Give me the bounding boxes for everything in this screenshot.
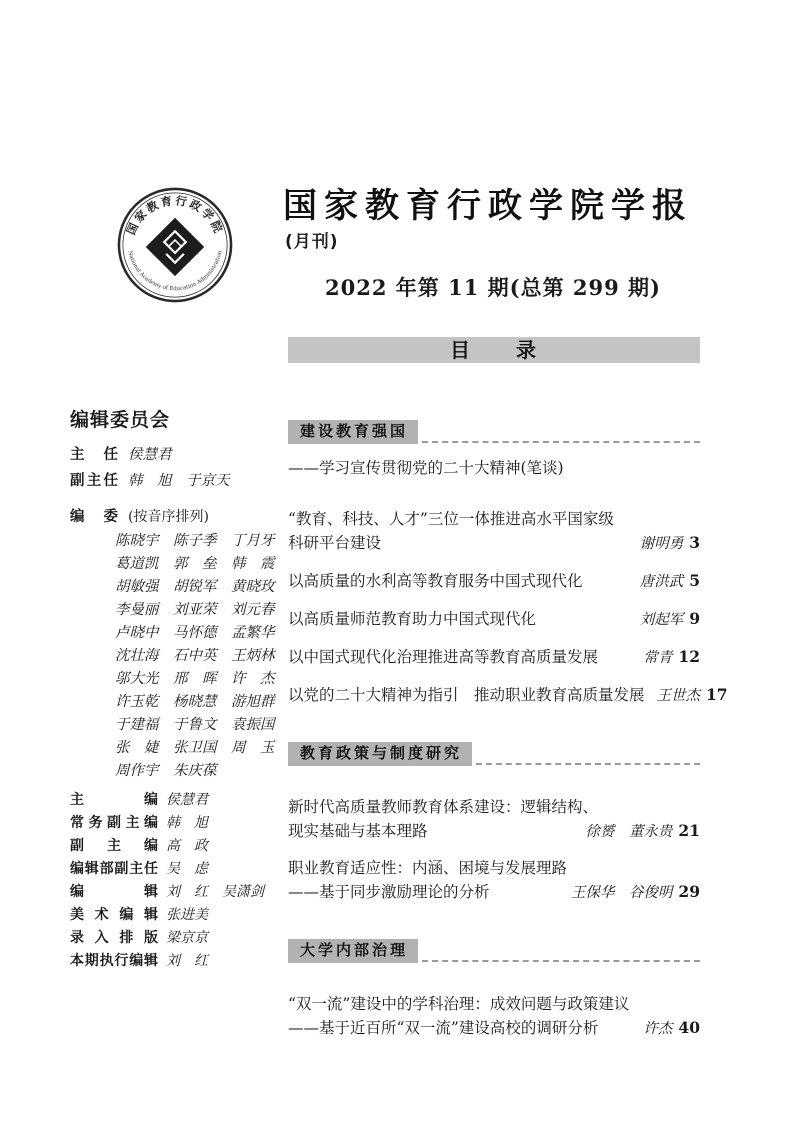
issue-line: 2022 年第 11 期(总第 299 期): [325, 275, 661, 300]
committee-label: 编委: [70, 509, 118, 525]
section-dashed-rule: [422, 960, 700, 962]
article-title-text: 现实基础与基本理路: [288, 822, 428, 840]
staff-role-label: 编辑: [70, 884, 158, 900]
toc-sections: [288, 420, 728, 1054]
article-title-line: 职业教育适应性：内涵、困境与发展理路: [288, 859, 568, 877]
toc-article-entry: [288, 857, 700, 905]
article-title-last-line: [288, 683, 728, 708]
article-title-last-line: [288, 531, 700, 556]
journal-frequency: (月刊): [285, 232, 339, 252]
staff-row: [70, 835, 282, 858]
article-page-number: 21: [678, 821, 700, 840]
committee-row: 张 婕 张卫国 周 玉: [115, 740, 275, 756]
staff-row: [70, 812, 282, 835]
staff-role-label: 主编: [70, 792, 158, 808]
article-authors: 刘起军: [639, 612, 684, 628]
article-list: [288, 508, 728, 708]
editorial-role-names: 侯慧君: [128, 447, 172, 463]
article-title-last-line: [288, 569, 700, 594]
article-title-line: “双一流”建设中的学科治理：成效问题与政策建议: [288, 995, 630, 1013]
staff-row: [70, 858, 282, 881]
article-title-text: 以党的二十大精神为指引 推动职业教育高质量发展: [288, 686, 645, 704]
staff-role-label: 编辑部副主任: [70, 861, 158, 877]
toc-title-bar: 目 录: [288, 337, 700, 363]
committee-row: 邬大光 邢 晖 许 杰: [115, 671, 275, 687]
committee-row: 卢晓中 马怀德 孟繁华: [115, 625, 275, 641]
section-subtitle: ——学习宣传贯彻党的二十大精神(笔谈): [288, 459, 564, 477]
toc-article-entry: [288, 569, 700, 594]
committee-row: 李曼丽 刘亚荣 刘元春: [115, 602, 275, 618]
staff-names: 梁京京: [166, 930, 208, 946]
staff-rows: [70, 789, 282, 973]
article-title-text: 以高质量师范教育助力中国式现代化: [288, 610, 537, 628]
section-badge: 教育政策与制度研究: [288, 742, 472, 766]
article-authors: 谢明勇: [639, 536, 684, 552]
staff-names: 吴 虑: [166, 861, 208, 877]
article-page-number: 29: [678, 882, 700, 901]
toc-section: [288, 420, 728, 708]
staff-row: [70, 927, 282, 950]
article-authors: 王保华 谷俊明: [570, 885, 673, 901]
staff-role-label: 美术编辑: [70, 907, 158, 923]
journal-logo: [116, 186, 234, 304]
article-page-number: 3: [689, 533, 700, 552]
article-authors: 许杰: [643, 1021, 673, 1037]
masthead: [283, 178, 703, 302]
toc-section: [288, 939, 700, 1041]
logo-arc-top-text: 国家教育行政学院: [124, 194, 226, 237]
article-page-number: 5: [689, 571, 700, 590]
logo-diamond-emblem: [146, 218, 204, 276]
committee-sort-note: (按音序排列): [128, 509, 209, 525]
article-title-text: 科研平台建设: [288, 534, 382, 552]
article-page-number: 17: [706, 685, 728, 704]
article-list: [288, 796, 700, 905]
article-authors: 徐赟 董永贵: [585, 824, 673, 840]
toc-article-entry: [288, 508, 700, 556]
editorial-board-panel: [70, 405, 282, 973]
editorial-top-rows: [70, 442, 282, 494]
toc-article-entry: [288, 645, 700, 670]
article-authors: 常青: [643, 650, 673, 666]
article-authors: 唐洪武: [639, 574, 684, 590]
editorial-board-heading: 编辑委员会: [70, 409, 171, 431]
staff-names: 刘 红: [166, 953, 208, 969]
staff-names: 张进美: [166, 907, 208, 923]
section-dashed-rule: [422, 441, 700, 443]
article-page-number: 9: [689, 609, 700, 628]
article-title-last-line: [288, 819, 700, 844]
staff-names: 侯慧君: [166, 792, 208, 808]
toc-article-entry: [288, 796, 700, 844]
article-title-last-line: [288, 607, 700, 632]
article-page-number: 40: [678, 1018, 700, 1037]
article-title-last-line: [288, 880, 700, 905]
section-badge: 建设教育强国: [288, 420, 418, 444]
staff-names: 韩 旭: [166, 815, 208, 831]
section-badge-row: [288, 742, 700, 766]
staff-names: 刘 红 吴潇剑: [166, 884, 264, 900]
editorial-role-label: 副主任: [70, 473, 118, 489]
article-title-last-line: [288, 1016, 700, 1041]
committee-name-list: [70, 530, 282, 783]
section-badge-row: [288, 420, 700, 444]
editorial-role-row: [70, 468, 282, 494]
article-authors: 王世杰: [656, 688, 701, 704]
toc-article-entry: [288, 607, 700, 632]
article-title-text: ——基于同步激励理论的分析: [288, 883, 490, 901]
committee-label-row: [70, 504, 282, 530]
article-title-line: 新时代高质量教师教育体系建设：逻辑结构、: [288, 798, 599, 816]
staff-row: [70, 789, 282, 812]
editorial-role-label: 主任: [70, 447, 118, 463]
staff-role-label: 本期执行编辑: [70, 953, 158, 969]
section-badge: 大学内部治理: [288, 939, 418, 963]
section-dashed-rule: [476, 763, 700, 765]
committee-row: 于建福 于鲁文 袁振国: [115, 717, 275, 733]
staff-role-label: 副主编: [70, 838, 158, 854]
toc-section: [288, 742, 700, 905]
article-title-line: “教育、科技、人才”三位一体推进高水平国家级: [288, 510, 614, 528]
article-title-text: 以高质量的水利高等教育服务中国式现代化: [288, 572, 583, 590]
committee-row: 许玉乾 杨晓慧 游旭群: [115, 694, 275, 710]
staff-row: [70, 950, 282, 973]
staff-role-label: 常务副主编: [70, 815, 158, 831]
staff-role-label: 录入排版: [70, 930, 158, 946]
section-badge-row: [288, 939, 700, 963]
staff-row: [70, 881, 282, 904]
editorial-role-row: [70, 442, 282, 468]
committee-row: 周作宇 朱庆葆: [115, 763, 217, 779]
logo-arc-bottom-text: National Academy of Education Administration: [126, 250, 224, 293]
committee-row: 胡敏强 胡锐军 黄晓玫: [115, 579, 275, 595]
article-title-text: 以中国式现代化治理推进高等教育高质量发展: [288, 648, 599, 666]
journal-title: 国家教育行政学院学报: [283, 186, 693, 226]
committee-row: 陈晓宇 陈子季 丁月牙: [115, 533, 275, 549]
article-title-last-line: [288, 645, 700, 670]
toc-article-entry: [288, 683, 728, 708]
editorial-role-names: 韩 旭 于京天: [128, 473, 230, 489]
staff-names: 高 政: [166, 838, 208, 854]
staff-row: [70, 904, 282, 927]
article-list: [288, 993, 700, 1041]
article-page-number: 12: [678, 647, 700, 666]
toc-article-entry: [288, 993, 700, 1041]
committee-row: 葛道凯 郭 垒 韩 震: [115, 556, 275, 572]
committee-row: 沈壮海 石中英 王炳林: [115, 648, 275, 664]
article-title-text: ——基于近百所“双一流”建设高校的调研分析: [288, 1019, 599, 1037]
